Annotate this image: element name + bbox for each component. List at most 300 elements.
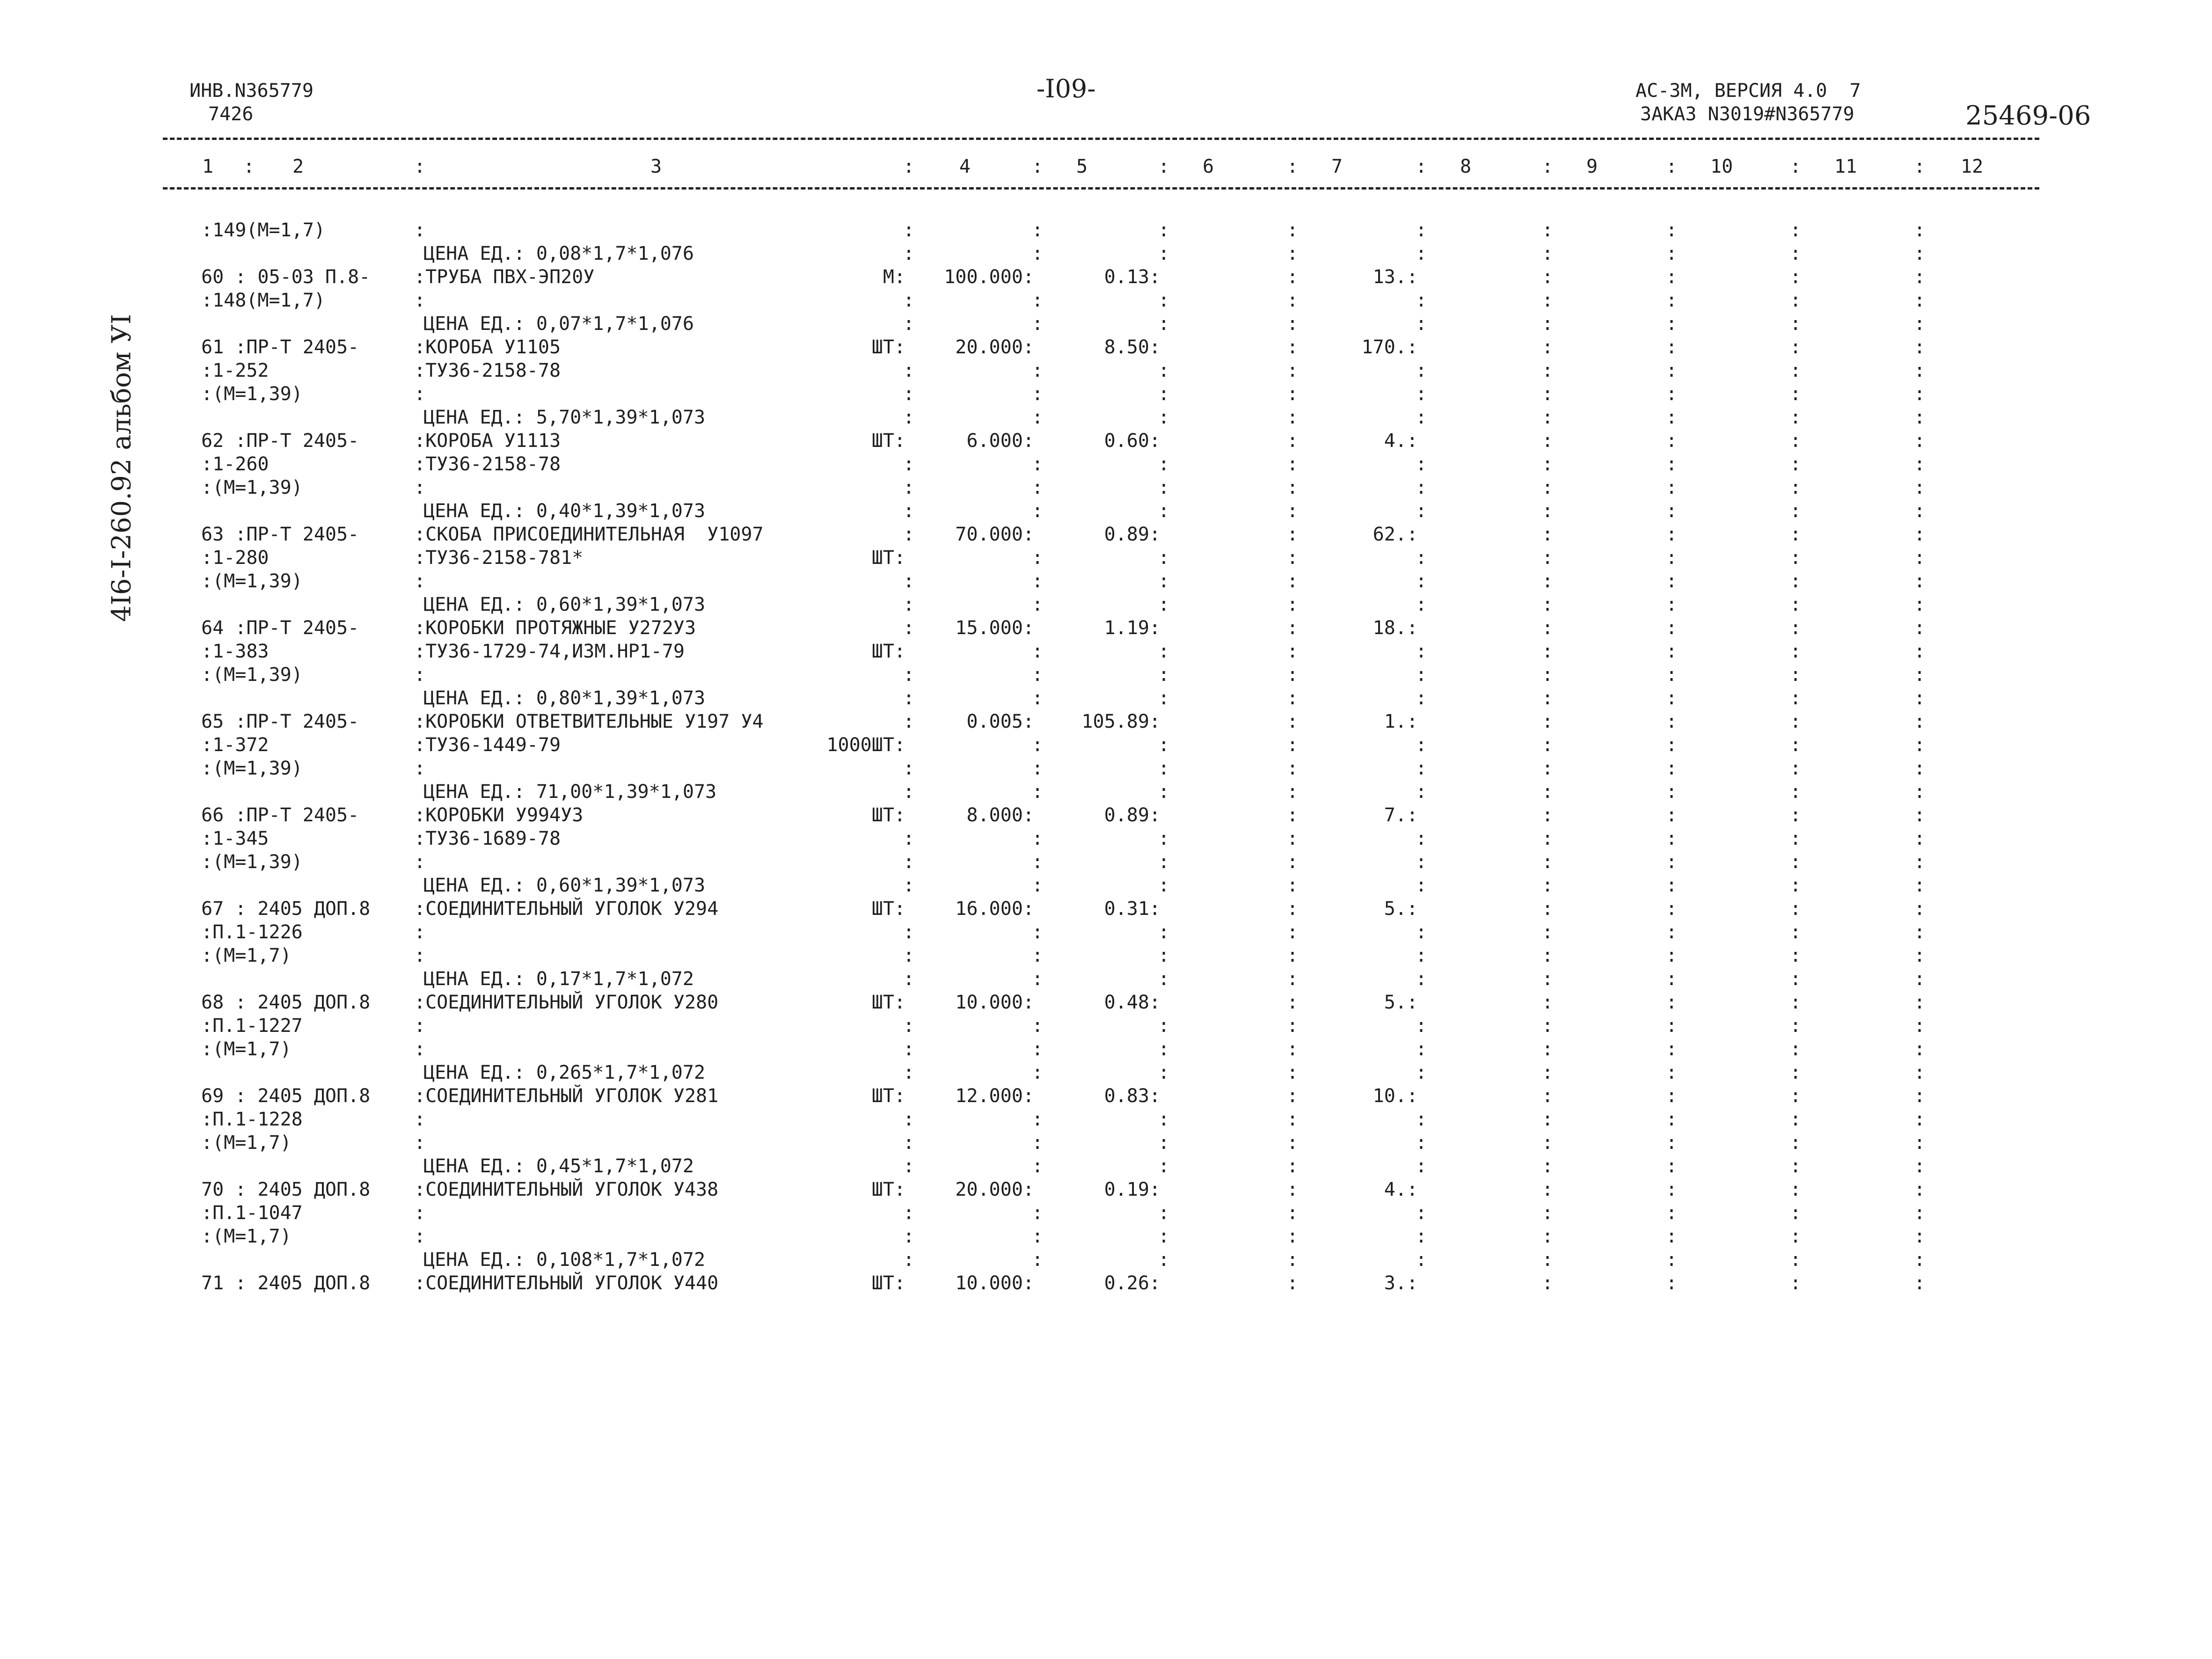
column-separator: : (1416, 828, 1427, 849)
column-separator: : (1287, 711, 1299, 732)
column-separator: : (1032, 500, 1044, 522)
cell-b: :СОЕДИНИТЕЛЬНЫЙ УГОЛОК У280 (414, 992, 719, 1013)
column-separator: : (1158, 1132, 1170, 1154)
column-separator: : (1287, 992, 1299, 1013)
cell-c: ЦЕНА ЕД.: 0,60*1,39*1,073 (423, 594, 706, 615)
cell-a: 70 : 2405 ДОП.8 (201, 1179, 371, 1200)
cell-b: :КОРОБА У1113 (414, 430, 561, 452)
column-separator: : (1158, 1062, 1170, 1083)
column-separator: : (1790, 547, 1802, 569)
column-separator: : (903, 1155, 915, 1177)
cell-u: ШТ: (871, 804, 905, 826)
cell-b: :КОРОБКИ ПРОТЯЖНЫЕ У272У3 (414, 617, 696, 639)
column-separator: : (1790, 804, 1802, 826)
column-separator: : (1416, 945, 1427, 966)
column-separator: : (1032, 453, 1044, 475)
column-separator: : (1287, 898, 1299, 920)
cell-a: :П.1-1226 (201, 921, 303, 943)
column-separator: : (903, 1038, 915, 1060)
column-separator: : (1666, 156, 1678, 177)
cell-b: : (414, 758, 426, 779)
cell-q: 100.000: (944, 266, 1034, 288)
inventory-number: ИНВ.N365779 (190, 80, 314, 102)
column-separator: : (903, 945, 915, 966)
column-separator: : (1158, 1155, 1170, 1177)
column-separator: : (1542, 1132, 1554, 1154)
column-separator: : (1416, 1132, 1427, 1154)
column-separator: : (903, 921, 915, 943)
column-separator: : (903, 524, 915, 545)
column-separator: : (1287, 570, 1299, 592)
column-separator: : (1542, 734, 1554, 756)
cell-p: 0.26: (1104, 1272, 1161, 1294)
column-separator: : (1158, 781, 1170, 803)
cell-p: 0.13: (1104, 266, 1161, 288)
column-separator: : (903, 1202, 915, 1224)
cell-a: 63 :ПР-Т 2405- (201, 524, 359, 545)
cell-s: 5.: (1384, 898, 1418, 920)
column-separator: : (1416, 968, 1427, 990)
column-separator: : (1914, 477, 1926, 498)
column-separator: : (1287, 1249, 1299, 1271)
cell-c: ЦЕНА ЕД.: 0,08*1,7*1,076 (423, 243, 694, 264)
column-separator: : (1790, 266, 1802, 288)
column-separator: : (1790, 875, 1802, 896)
column-separator: : (1914, 1132, 1926, 1154)
cell-u: ШТ: (871, 1085, 905, 1107)
column-separator: : (1158, 1015, 1170, 1037)
cell-b: :КОРОБКИ ОТВЕТВИТЕЛЬНЫЕ У197 У4 (414, 711, 764, 732)
cell-a: 69 : 2405 ДОП.8 (201, 1085, 371, 1107)
cell-u: ШТ: (871, 547, 905, 569)
column-separator: : (1542, 156, 1554, 177)
column-separator: : (1790, 1109, 1802, 1130)
cell-q: 6.000: (966, 430, 1034, 452)
column-separator: : (1542, 1249, 1554, 1271)
column-separator: : (1158, 407, 1170, 428)
column-separator: : (1914, 1155, 1926, 1177)
column-separator: : (1542, 828, 1554, 849)
column-separator: : (1914, 687, 1926, 709)
column-separator: : (1914, 156, 1926, 177)
cell-b: : (414, 219, 426, 241)
column-separator: : (1416, 594, 1427, 615)
column-separator: : (1666, 1202, 1678, 1224)
column-separator: : (1914, 1038, 1926, 1060)
column-separator: : (1666, 921, 1678, 943)
column-separator: : (1914, 804, 1926, 826)
column-separator: : (1542, 992, 1554, 1013)
column-separator: : (1790, 383, 1802, 405)
column-separator: : (1287, 313, 1299, 335)
cell-a: :(М=1,7) (201, 1226, 292, 1247)
column-separator: : (1287, 851, 1299, 873)
column-separator: : (1287, 243, 1299, 264)
column-separator: : (1158, 383, 1170, 405)
column-separator: : (1542, 1155, 1554, 1177)
column-separator: : (1416, 477, 1427, 498)
column-separator: : (903, 383, 915, 405)
column-separator: : (1914, 243, 1926, 264)
cell-s: 170.: (1361, 336, 1418, 358)
column-separator: : (1542, 1179, 1554, 1200)
column-separator: : (1914, 407, 1926, 428)
column-separator: : (1416, 219, 1427, 241)
column-separator: : (1666, 477, 1678, 498)
column-separator: : (1032, 758, 1044, 779)
column-separator: : (1790, 360, 1802, 381)
column-separator: : (1032, 1249, 1044, 1271)
column-separator: : (1914, 1062, 1926, 1083)
column-separator: : (1666, 828, 1678, 849)
column-separator: : (1416, 407, 1427, 428)
column-separator: : (1542, 687, 1554, 709)
column-separator: : (1790, 407, 1802, 428)
column-separator: : (1914, 921, 1926, 943)
column-separator: : (1914, 290, 1926, 311)
column-separator: : (1032, 360, 1044, 381)
column-separator: : (1666, 383, 1678, 405)
column-separator: : (1032, 1132, 1044, 1154)
column-separator: : (903, 617, 915, 639)
column-separator: : (1287, 664, 1299, 686)
column-separator: : (1032, 477, 1044, 498)
column-separator: : (903, 594, 915, 615)
column-separator: : (1287, 360, 1299, 381)
cell-b: : (414, 290, 426, 311)
column-separator: : (1790, 758, 1802, 779)
column-separator: : (1287, 594, 1299, 615)
column-separator: : (903, 1015, 915, 1037)
column-separator: : (1416, 1062, 1427, 1083)
column-separator: : (1666, 407, 1678, 428)
cell-u: ШТ: (871, 1179, 905, 1200)
column-separator: : (1790, 1038, 1802, 1060)
column-number: 11 (1834, 156, 1857, 177)
column-separator: : (1416, 641, 1427, 662)
column-separator: : (1914, 664, 1926, 686)
column-separator: : (1914, 992, 1926, 1013)
column-separator: : (1542, 1226, 1554, 1247)
column-separator: : (1287, 828, 1299, 849)
column-separator: : (1914, 1109, 1926, 1130)
column-separator: : (1158, 758, 1170, 779)
column-separator: : (1032, 687, 1044, 709)
column-separator: : (1032, 1109, 1044, 1130)
cell-s: 4.: (1384, 1179, 1418, 1200)
column-separator: : (1287, 687, 1299, 709)
column-separator: : (1416, 1015, 1427, 1037)
column-separator: : (1287, 758, 1299, 779)
column-separator: : (1032, 875, 1044, 896)
column-separator: : (1914, 570, 1926, 592)
column-separator: : (1542, 477, 1554, 498)
column-separator: : (1790, 477, 1802, 498)
column-separator: : (1666, 243, 1678, 264)
column-separator: : (1914, 851, 1926, 873)
column-separator: : (1158, 453, 1170, 475)
column-number: 7 (1331, 156, 1343, 177)
column-separator: : (1914, 360, 1926, 381)
column-separator: : (1914, 1249, 1926, 1271)
column-separator: : (1666, 992, 1678, 1013)
cell-s: 62.: (1372, 524, 1418, 545)
column-separator: : (1666, 734, 1678, 756)
cell-a: :149(М=1,7) (201, 219, 325, 241)
column-number: 5 (1076, 156, 1088, 177)
column-separator: : (1914, 500, 1926, 522)
column-separator: : (1158, 1109, 1170, 1130)
cell-p: 0.60: (1104, 430, 1161, 452)
cell-p: 0.19: (1104, 1179, 1161, 1200)
column-separator: : (903, 1226, 915, 1247)
cell-b: :ТРУБА ПВХ-ЭП20У (414, 266, 595, 288)
column-separator: : (1287, 430, 1299, 452)
cell-q: 20.000: (955, 336, 1034, 358)
cell-p: 0.89: (1104, 804, 1161, 826)
column-separator: : (1790, 968, 1802, 990)
column-separator: : (1790, 851, 1802, 873)
column-separator: : (1287, 1155, 1299, 1177)
column-separator: : (1287, 1226, 1299, 1247)
cell-a: 66 :ПР-Т 2405- (201, 804, 359, 826)
column-separator: : (1666, 336, 1678, 358)
cell-a: :(М=1,7) (201, 1132, 292, 1154)
cell-a: 61 :ПР-Т 2405- (201, 336, 359, 358)
column-separator: : (1158, 547, 1170, 569)
column-separator: : (1666, 453, 1678, 475)
cell-q: 0.005: (966, 711, 1034, 732)
cell-q: 10.000: (955, 1272, 1034, 1294)
column-separator: : (1287, 734, 1299, 756)
column-separator: : (1287, 1015, 1299, 1037)
column-separator: : (1790, 430, 1802, 452)
column-separator: : (1416, 687, 1427, 709)
column-separator: : (1032, 945, 1044, 966)
cell-s: 5.: (1384, 992, 1418, 1013)
column-separator: : (1790, 1132, 1802, 1154)
column-separator: : (1914, 313, 1926, 335)
column-separator: : (1287, 1202, 1299, 1224)
cell-a: :1-280 (201, 547, 269, 569)
column-separator: : (1790, 1202, 1802, 1224)
cell-b: :ТУ36-2158-781* (414, 547, 584, 569)
column-separator: : (1032, 407, 1044, 428)
top-rule (163, 138, 2039, 140)
cell-b: : (414, 945, 426, 966)
cell-b: : (414, 851, 426, 873)
cell-u: М: (883, 266, 905, 288)
cell-s: 7.: (1384, 804, 1418, 826)
column-separator: : (1542, 921, 1554, 943)
column-separator: : (1790, 1155, 1802, 1177)
column-separator: : (1032, 1015, 1044, 1037)
column-separator: : (1790, 243, 1802, 264)
column-separator: : (1287, 781, 1299, 803)
column-separator: : (1542, 617, 1554, 639)
column-separator: : (1542, 360, 1554, 381)
column-separator: : (903, 290, 915, 311)
column-separator: : (1790, 711, 1802, 732)
column-separator: : (1416, 1155, 1427, 1177)
column-separator: : (1790, 219, 1802, 241)
column-separator: : (1914, 336, 1926, 358)
column-separator: : (1287, 921, 1299, 943)
column-separator: : (1158, 500, 1170, 522)
column-separator: : (1287, 968, 1299, 990)
cell-s: 13.: (1372, 266, 1418, 288)
column-separator: : (1032, 383, 1044, 405)
column-separator: : (414, 156, 426, 177)
column-separator: : (1790, 594, 1802, 615)
cell-b: :КОРОБКИ У994У3 (414, 804, 584, 826)
cell-a: :1-372 (201, 734, 269, 756)
column-separator: : (903, 1132, 915, 1154)
column-separator: : (1158, 921, 1170, 943)
cell-b: : (414, 1226, 426, 1247)
column-separator: : (1542, 336, 1554, 358)
column-separator: : (1914, 734, 1926, 756)
column-separator: : (1790, 313, 1802, 335)
column-separator: : (1032, 1038, 1044, 1060)
column-separator: : (1666, 617, 1678, 639)
cell-b: : (414, 921, 426, 943)
column-separator: : (1666, 1179, 1678, 1200)
column-separator: : (903, 1249, 915, 1271)
column-separator: : (1416, 851, 1427, 873)
column-separator: : (1790, 734, 1802, 756)
cell-u: ШТ: (871, 992, 905, 1013)
header-rule (163, 187, 2039, 190)
column-separator: : (1666, 524, 1678, 545)
column-separator: : (1790, 945, 1802, 966)
column-separator: : (1666, 219, 1678, 241)
column-separator: : (1666, 360, 1678, 381)
column-separator: : (1666, 313, 1678, 335)
column-separator: : (1914, 383, 1926, 405)
column-separator: : (1666, 1085, 1678, 1107)
column-separator: : (1542, 219, 1554, 241)
column-separator: : (1287, 804, 1299, 826)
column-separator: : (1666, 851, 1678, 873)
column-separator: : (1287, 547, 1299, 569)
column-separator: : (1287, 156, 1299, 177)
column-separator: : (1032, 921, 1044, 943)
column-separator: : (1416, 156, 1427, 177)
cell-b: :ТУ36-1689-78 (414, 828, 561, 849)
column-separator: : (1032, 156, 1044, 177)
column-separator: : (1790, 156, 1802, 177)
column-separator: : (1666, 1015, 1678, 1037)
column-separator: : (1416, 313, 1427, 335)
column-separator: : (1416, 758, 1427, 779)
cell-a: :(М=1,39) (201, 477, 303, 498)
column-separator: : (903, 1109, 915, 1130)
column-separator: : (1158, 594, 1170, 615)
column-separator: : (1542, 500, 1554, 522)
column-separator: : (1416, 290, 1427, 311)
column-separator: : (1666, 898, 1678, 920)
column-separator: : (1914, 1202, 1926, 1224)
column-number: 4 (959, 156, 971, 177)
column-separator: : (1287, 290, 1299, 311)
column-separator: : (1790, 1272, 1802, 1294)
column-separator: : (1542, 1202, 1554, 1224)
column-separator: : (1287, 500, 1299, 522)
column-separator: : (1666, 500, 1678, 522)
cell-a: 60 : 05-03 П.8- (201, 266, 371, 288)
cell-s: 3.: (1384, 1272, 1418, 1294)
column-separator: : (1032, 1202, 1044, 1224)
column-number: 9 (1586, 156, 1598, 177)
cell-a: :(М=1,39) (201, 664, 303, 686)
document-number: 25469-06 (1965, 101, 2091, 131)
cell-b: :СОЕДИНИТЕЛЬНЫЙ УГОЛОК У438 (414, 1179, 719, 1200)
column-separator: : (1914, 547, 1926, 569)
column-separator: : (1287, 1179, 1299, 1200)
column-number: 6 (1203, 156, 1214, 177)
column-separator: : (1158, 968, 1170, 990)
column-separator: : (1287, 641, 1299, 662)
column-separator: : (1666, 1155, 1678, 1177)
cell-p: 0.31: (1104, 898, 1161, 920)
column-separator: : (1666, 1109, 1678, 1130)
column-separator: : (1158, 219, 1170, 241)
column-separator: : (1416, 570, 1427, 592)
column-separator: : (1914, 828, 1926, 849)
column-separator: : (1790, 570, 1802, 592)
column-separator: : (1542, 313, 1554, 335)
cell-b: : (414, 1038, 426, 1060)
column-separator: : (1416, 781, 1427, 803)
column-separator: : (1416, 664, 1427, 686)
column-separator: : (903, 851, 915, 873)
cell-a: :(М=1,7) (201, 945, 292, 966)
column-separator: : (1666, 758, 1678, 779)
column-separator: : (1542, 804, 1554, 826)
cell-c: ЦЕНА ЕД.: 0,108*1,7*1,072 (423, 1249, 706, 1271)
column-separator: : (1542, 524, 1554, 545)
cell-a: 68 : 2405 ДОП.8 (201, 992, 371, 1013)
cell-q: 15.000: (955, 617, 1034, 639)
column-separator: : (243, 156, 255, 177)
cell-c: ЦЕНА ЕД.: 5,70*1,39*1,073 (423, 407, 706, 428)
cell-u: ШТ: (871, 430, 905, 452)
column-separator: : (1790, 664, 1802, 686)
cell-b: : (414, 664, 426, 686)
column-separator: : (1542, 1272, 1554, 1294)
column-separator: : (1158, 243, 1170, 264)
column-separator: : (1287, 1085, 1299, 1107)
column-number: 12 (1961, 156, 1984, 177)
column-separator: : (1032, 641, 1044, 662)
column-separator: : (1914, 266, 1926, 288)
cell-c: ЦЕНА ЕД.: 0,40*1,39*1,073 (423, 500, 706, 522)
cell-a: :П.1-1228 (201, 1109, 303, 1130)
column-separator: : (1416, 1109, 1427, 1130)
column-separator: : (1542, 1015, 1554, 1037)
column-separator: : (1287, 524, 1299, 545)
cell-c: ЦЕНА ЕД.: 0,265*1,7*1,072 (423, 1062, 706, 1083)
column-separator: : (1158, 875, 1170, 896)
column-separator: : (1790, 1085, 1802, 1107)
column-separator: : (1287, 219, 1299, 241)
column-separator: : (1666, 641, 1678, 662)
column-separator: : (1666, 547, 1678, 569)
cell-u: ШТ: (871, 641, 905, 662)
cell-s: 18.: (1372, 617, 1418, 639)
column-separator: : (1542, 570, 1554, 592)
